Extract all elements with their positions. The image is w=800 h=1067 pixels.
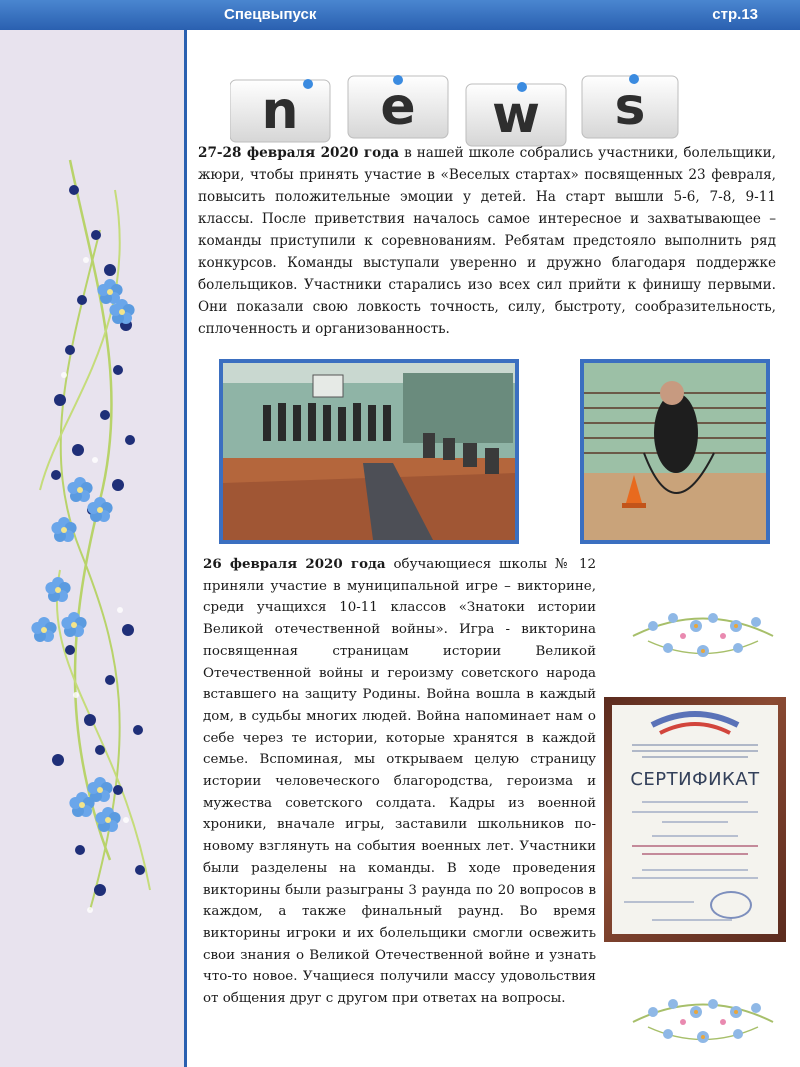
header-bar <box>0 0 800 30</box>
certificate-text-line <box>642 869 748 871</box>
certificate-text-line <box>662 821 728 823</box>
article-date-lead: 27-28 февраля 2020 года <box>198 145 400 161</box>
photo-gym-teams <box>219 359 519 544</box>
news-letter-s: s <box>614 77 646 137</box>
news-letter-w: w <box>491 85 541 145</box>
page-number: стр.13 <box>712 6 758 23</box>
certificate-text-line <box>632 877 758 879</box>
news-banner <box>230 70 680 152</box>
sidebar-decoration <box>0 30 187 1067</box>
news-letter-e: e <box>380 77 416 137</box>
certificate-text-line <box>632 811 758 813</box>
certificate-text-line <box>624 901 694 903</box>
certificate-text-line <box>642 801 748 803</box>
certificate-title: СЕРТИФИКАТ <box>630 769 760 790</box>
certificate-text-line <box>642 853 748 855</box>
photo-jump-rope <box>580 359 770 544</box>
certificate-paper <box>612 705 778 934</box>
section-title: Спецвыпуск <box>224 6 317 23</box>
certificate-text-line <box>652 919 732 921</box>
flower-border-bottom <box>628 982 778 1058</box>
article-body: обучающиеся школы № 12 приняли участие в муниципальной игре – викторине, среди учащихся 10-11 классов «Знатоки истории Великой отечественной войны». Игра - викторина посвященная страницам истории Великой Отечественной войны и героизму советского народа вставшего на защиту Родины. Война вошла в каждый дом, в судьбы многих людей. Война напоминает нам о себе через те истории, которые хранятся в каждой семье. Вспоминая, мы открываем целую страницу истории человеческого благородства, героизма и мужества советского солдата. Кадры из военной хроники, вначале игры, заставили школьников по-новому взглянуть на события военных лет. Участники были разделены на команды. В ходе проведения викторины были разыграны 3 раунда по 20 вопросов в каждом, а также финальный раунд. Во время викторины игроки и их болельщики смогли освежить свои знания о Великой Отечественной войне и узнать что-то новое. Учащиеся получили массу удовольствия от общения друг с другом при ответах на вопросы. <box>203 557 596 1007</box>
certificate-image <box>604 697 786 942</box>
certificate-stamp <box>710 891 752 919</box>
article-date-lead: 26 февраля 2020 года <box>203 556 386 572</box>
article-sports-competition <box>198 142 776 340</box>
article-history-quiz <box>203 554 596 1010</box>
article-body: в нашей школе собрались участники, болельщики, жюри, чтобы принять участие в «Веселых стартах» посвященных 23 февраля, повысить положительные эмоции у детей. На старт вышли 5-6, 7-8, 9-11 классы. После приветствия началось самое интересное и захватывающее – команды приступили к соревнованиям. Ребятам предстояло выполнить ряд конкурсов. Команды выступали уверенно и дружно благодаря поддержке болельщиков. Участники старались изо всех сил прийти к финишу первыми. Они показали свою ловкость точность, силу, быстроту, сообразительность, сплоченность и организованность. <box>198 145 776 337</box>
certificate-text-line <box>652 835 738 837</box>
certificate-text-line <box>632 845 758 847</box>
news-letter-n: n <box>261 81 299 141</box>
flower-garland-illustration <box>0 30 187 1067</box>
certificate-emblem <box>612 705 778 765</box>
flower-border-top <box>628 596 778 672</box>
